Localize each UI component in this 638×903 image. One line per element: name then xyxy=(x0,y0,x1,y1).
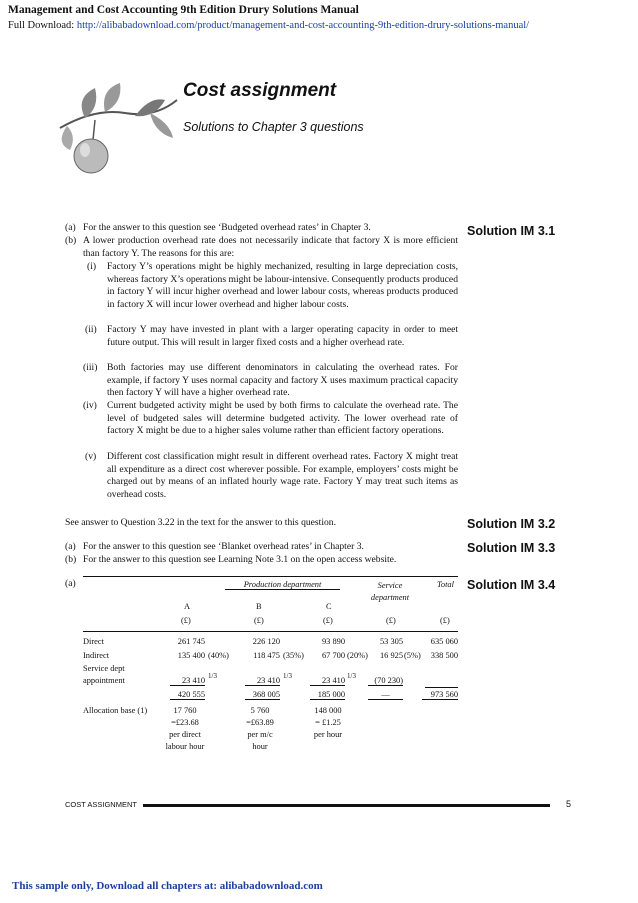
item-label: (v) xyxy=(85,451,97,462)
page-number: 5 xyxy=(566,799,572,809)
cell: 185 000 xyxy=(310,690,345,700)
sample-notice: This sample only, Download all chapters at: alibabadownload.com xyxy=(12,880,323,892)
cell: 420 555 xyxy=(170,690,205,700)
fraction: 1/3 xyxy=(283,672,292,680)
cell: — xyxy=(368,690,403,700)
solution-label-3-1: Solution IM 3.1 xyxy=(467,224,556,238)
production-dept-header: Production department xyxy=(225,580,340,590)
row-label-service-1: Service dept xyxy=(83,664,125,673)
cell: 67 700 xyxy=(321,651,345,660)
chapter-title: Cost assignment xyxy=(183,80,337,101)
cell: 635 060 xyxy=(430,637,458,646)
part-label: (b) xyxy=(65,554,77,565)
cell: 5 760 xyxy=(250,706,270,715)
item-text: Current budgeted activity might be used by both firms to calculate the overhead rate. The level of budgeted sales will determine budgeted activity. The lower overhead rate of factory X might be due to a higher sales volume rather than efficient factory operations. xyxy=(107,400,458,437)
row-label-direct: Direct xyxy=(83,637,104,646)
cell: 148 000 xyxy=(314,706,342,715)
cell: per direct xyxy=(169,730,201,739)
item-text: Factory Y may have invested in plant with a larger operating capacity in order to meet future output. This will result in larger fixed costs and a higher overhead rate. xyxy=(107,324,458,348)
total-header: Total xyxy=(437,580,454,589)
part-text: For the answer to this question see ‘Blanket overhead rates’ in Chapter 3. xyxy=(83,541,364,552)
header-rule xyxy=(83,631,458,632)
unit-a: (£) xyxy=(181,616,191,625)
cell: 368 005 xyxy=(245,690,280,700)
cell-pct: (40%) xyxy=(208,651,229,660)
cell: 23 410 xyxy=(310,676,345,686)
fraction: 1/3 xyxy=(208,672,217,680)
im32-text: See answer to Question 3.22 in the text for the answer to this question. xyxy=(65,517,336,528)
part-label: (a) xyxy=(65,222,76,233)
im34-part-a-label: (a) xyxy=(65,578,76,589)
cell: 226 120 xyxy=(252,637,280,646)
cell: per hour xyxy=(313,730,343,739)
cell: 23 410 xyxy=(170,676,205,686)
unit-service: (£) xyxy=(386,616,396,625)
cell: 93 890 xyxy=(321,637,345,646)
fraction: 1/3 xyxy=(347,672,356,680)
cell: 53 305 xyxy=(379,637,403,646)
running-footer: COST ASSIGNMENT xyxy=(65,800,137,809)
footer-rule xyxy=(143,804,550,807)
unit-b: (£) xyxy=(254,616,264,625)
cell: (70 230) xyxy=(368,676,403,686)
cell-pct: (20%) xyxy=(347,651,368,660)
cell: = £1.25 xyxy=(315,718,341,727)
item-text: Different cost classification might result in different overhead rates. Factory X might treat all expenditure as a direct cost wherever possible. For example, employers’ costs might be charged out by means of an inflated hourly wage rate. Factory Y may treat such items as overhead costs. xyxy=(107,451,458,500)
col-a-header: A xyxy=(184,602,191,611)
download-prefix: Full Download: xyxy=(8,20,77,31)
cell-pct: (5%) xyxy=(404,651,421,660)
part-text: For the answer to this question see Learning Note 3.1 on the open access website. xyxy=(83,554,397,565)
cell: 16 925 xyxy=(379,651,403,660)
cell: per m/c xyxy=(247,730,273,739)
part-text: For the answer to this question see ‘Budgeted overhead rates’ in Chapter 3. xyxy=(83,222,371,233)
unit-c: (£) xyxy=(323,616,333,625)
row-label-service-2: appointment xyxy=(83,676,125,685)
document-header-title: Management and Cost Accounting 9th Edition Drury Solutions Manual xyxy=(8,4,359,16)
col-b-header: B xyxy=(256,602,262,611)
solution-label-3-3: Solution IM 3.3 xyxy=(467,541,556,555)
cell: 338 500 xyxy=(430,651,458,660)
unit-total: (£) xyxy=(440,616,450,625)
part-text: A lower production overhead rate does not necessarily indicate that factory X is more efficient than factory Y. The reasons for this are: xyxy=(83,235,458,259)
part-label: (a) xyxy=(65,541,76,552)
part-label: (b) xyxy=(65,235,77,246)
cell: =£63.89 xyxy=(246,718,274,727)
item-text: Factory Y’s operations might be highly mechanized, resulting in large depreciation costs, whereas factory X’s operations might be labour-intensive. Consequently products produced in factory Y will incur higher overhead and lower labour costs, whereas products produced in factory X will incur lower overhead and higher labour costs. xyxy=(107,261,458,310)
item-label: (iv) xyxy=(83,400,97,411)
item-text: Both factories may use different denominators in calculating the overhead rates. For example, if factory Y uses normal capacity and factory X uses maximum practical capacity then factory Y will have a higher overhead rate. xyxy=(107,362,458,399)
cell-pct: (35%) xyxy=(283,651,304,660)
download-link[interactable]: http://alibabadownload.com/product/management-and-cost-accounting-9th-edition-drury-solutions-manual/ xyxy=(76,20,530,31)
cell: labour hour xyxy=(165,742,205,751)
cell: 135 400 xyxy=(177,651,205,660)
cell: 261 745 xyxy=(177,637,205,646)
cell: 17 760 xyxy=(173,706,197,715)
cell: =£23.68 xyxy=(171,718,199,727)
cell: hour xyxy=(252,742,268,751)
solution-label-3-2: Solution IM 3.2 xyxy=(467,517,556,531)
item-label: (i) xyxy=(87,261,97,272)
total-rule xyxy=(425,687,458,688)
row-label-allocation: Allocation base (1) xyxy=(83,706,148,715)
cell: 118 475 xyxy=(253,651,280,660)
item-label: (iii) xyxy=(83,362,98,373)
solution-label-3-4: Solution IM 3.4 xyxy=(467,578,556,592)
cell: 23 410 xyxy=(245,676,280,686)
col-c-header: C xyxy=(326,602,332,611)
service-dept-header: Service department xyxy=(370,581,410,602)
chapter-subtitle: Solutions to Chapter 3 questions xyxy=(183,120,364,134)
cell: 973 560 xyxy=(422,690,458,700)
row-label-indirect: Indirect xyxy=(83,651,110,660)
item-label: (ii) xyxy=(85,324,97,335)
